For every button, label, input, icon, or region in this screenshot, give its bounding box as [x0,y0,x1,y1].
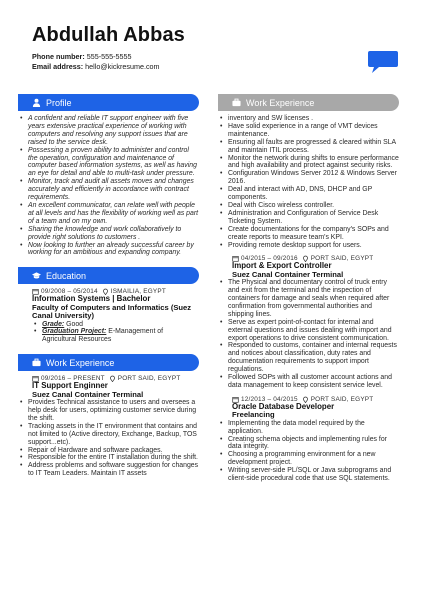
list-item: • Repair of Hardware and software packages. [18,447,199,455]
job-company: Suez Canal Container Terminal [232,269,344,279]
grade-label: Grade: [42,320,65,328]
list-item: • Responsible for the entire IT installation during the shift. [18,454,199,462]
list-item: • Create documentations for the company's SOPs and create reports to measure team's KPI. [218,226,399,242]
education-section-header [18,267,199,284]
education-location: ISMAILIA, EGYPT [110,288,166,296]
right-column [218,94,399,483]
job-location: PORT SAID, EGYPT [117,375,181,383]
list-item: • Creating schema objects and implementing rules for data integrity. [218,436,399,452]
education-date: 09/2008 – 05/2014 [41,288,98,296]
list-item: • Address problems and software suggestion for changes to IT Team Leaders. Maintain IT assets [18,462,199,478]
list-item: • Implementing the data model required by the application. [218,420,399,436]
resume-header [32,24,392,72]
list-item: • Possessing a proven ability to administer and control the operation, configuration and maintenance of computer based information systems, as well as having an eye for detail and able to multi-task under pressure. [18,147,199,179]
list-item: • A confident and reliable IT support engineer with five years extensive practical experience of working with computers and resolving any support issues that are raised to the service desk. [18,115,199,147]
list-item: • Serve as expert point-of-contact for internal and external questions and issues dealing with import and export operations to drive consistent communication. [218,319,399,343]
list-item: • Administration and Configuration of Service Desk Ticketing System. [218,210,399,226]
briefcase-icon [32,358,41,367]
list-item: • Provides Technical assistance to users and oversees a help desk for users, optimizing customer service during the shift. [18,399,199,423]
list-item: • Tracking assets in the IT environment that contains and not limited to (Active directory, Exchange, Backup, TOS support...etc). [18,423,199,447]
list-item: • Deal and interact with AD, DNS, DHCP and GP components. [218,186,399,202]
education-title: Education [46,270,87,281]
job-entry [218,255,399,279]
job-entry [218,396,399,420]
job-duties-continued [218,115,399,249]
profile-section-header [18,94,199,111]
list-item: • Monitor, track and audit all assets moves and changes accurately and efficiently in accordance with contract requirements. [18,178,199,202]
list-item: • Have solid experience in a range of VMT devices maintenance. [218,123,399,139]
job-date: 04/2015 – 09/2016 [241,255,298,263]
work-section-header [18,354,199,371]
work-continued-title: Work Experience [246,97,315,108]
list-item [32,328,199,344]
contact-block [32,52,392,72]
education-school: Faculty of Computers and Informatics (Suez Canal University) [32,302,192,321]
briefcase-icon [232,98,241,107]
phone-label: Phone number: [32,52,85,61]
job-duties [18,399,199,478]
job-entry [18,375,199,399]
profile-list [18,115,199,257]
email-row [32,62,392,72]
list-item: • Responded to customs, container and internal requests and notices about classification, duty rates and documentation requirements to support import regulations. [218,342,399,374]
job-location: PORT SAID, EGYPT [310,255,374,263]
graduation-cap-icon [32,271,41,280]
job-date: 09/2016 – PRESENT [41,375,105,383]
job-date: 12/2013 – 04/2015 [241,395,298,403]
list-item: • Followed SOPs with all customer account actions and data management to keep consistent service level. [218,374,399,390]
project-label: Graduation Project: [42,328,107,336]
project-value: E-Management of Agricultural Resources [42,328,164,344]
location-pin-icon [109,375,116,382]
list-item: • Choosing a programming environment for a new development project. [218,451,399,467]
job-duties [218,279,399,390]
list-item: • Sharing the knowledge and work collaboratively to provide right solutions to customers . [18,226,199,242]
person-icon [32,98,41,107]
profile-title: Profile [46,97,72,108]
list-item: • The Physical and documentary control of truck entry and exit from the terminal and the inspection of containers for damage and seals when required after confirmation from governmental authorities and shipping lines. [218,279,399,319]
list-item: • Ensuring all faults are progressed & cleared within SLA and maintain ITIL process. [218,139,399,155]
education-details [32,321,199,345]
list-item: • Configuration Windows Server 2012 & Windows Server 2016. [218,170,399,186]
list-item: • Providing remote desktop support for users. [218,242,399,250]
job-role: Oracle Database Developer [232,401,335,411]
list-item: • Deal with Cisco wireless controller. [218,202,399,210]
candidate-name: Abdullah Abbas [32,24,185,46]
work-continued-section-header [218,94,399,111]
chat-bubble-icon [367,50,399,74]
list-item: • An excellent communicator, can relate well with people at all levels and has the flexibility of working well as part of a team and on my own. [18,202,199,226]
list-item: • Now looking to further an already successful career by working for an ambitious and expanding company. [18,242,199,258]
phone-row [32,52,392,62]
email-value: hello@kickresume.com [85,62,160,71]
job-role: Import & Export Controller [232,261,332,271]
grade-value: Good [66,320,83,328]
phone-value: 555-555-5555 [86,52,132,61]
job-company: Freelancing [232,410,275,420]
job-role: IT Support Enginner [32,381,108,391]
job-duties [218,420,399,483]
work-title: Work Experience [46,357,115,368]
job-location: PORT SAID, EGYPT [310,395,374,403]
education-degree: Information Systems | Bachelor [32,294,151,304]
list-item: • Monitor the network during shifts to ensure performance and high availability and protect against security risks. [218,155,399,171]
job-company: Suez Canal Container Terminal [32,389,144,399]
list-item: • inventory and SW licenses . [218,115,399,123]
left-column [18,94,199,478]
education-entry [18,288,199,344]
list-item: • Writing server-side PL/SQL or Java subprograms and client-side procedural code that use SQL statements. [218,467,399,483]
list-item [32,321,199,329]
email-label: Email address: [32,62,84,71]
